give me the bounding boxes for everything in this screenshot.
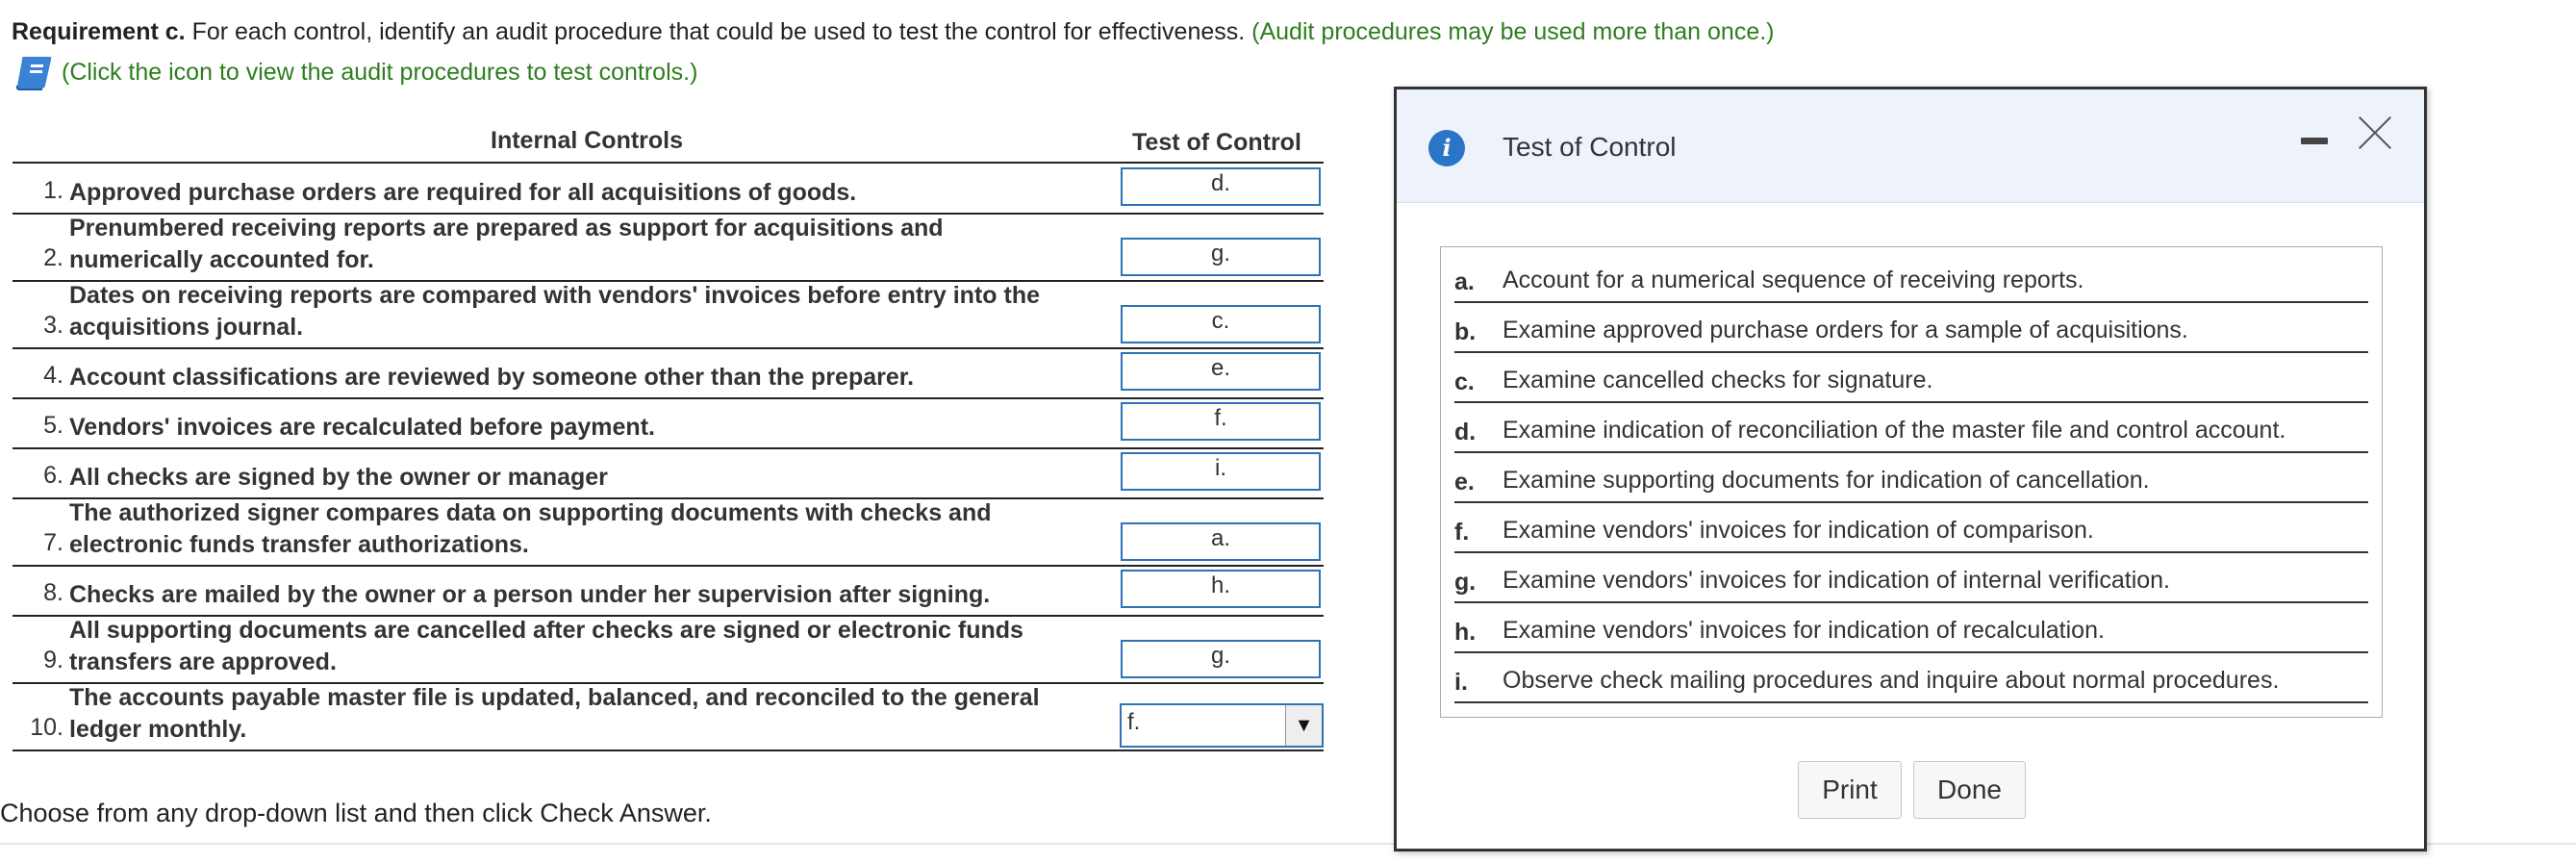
row-divider — [13, 750, 1324, 751]
row-number: 7. — [43, 529, 63, 556]
control-description-line: Dates on receiving reports are compared with vendors' invoices before entry into the — [69, 282, 1040, 309]
control-description — [69, 412, 1079, 444]
procedure-item — [1454, 453, 2368, 503]
procedure-text: Examine vendors' invoices for indication of comparison. — [1503, 517, 2094, 544]
procedure-text: Examine supporting documents for indication of cancellation. — [1503, 467, 2150, 494]
procedure-item — [1454, 603, 2368, 653]
control-description-line: Prenumbered receiving reports are prepared as support for acquisitions and — [69, 215, 944, 241]
requirement-label: Requirement c. — [12, 18, 186, 45]
minimize-icon[interactable] — [2301, 138, 2330, 172]
done-button[interactable]: Done — [1913, 761, 2026, 819]
control-description-line: Account classifications are reviewed by someone other than the preparer. — [69, 364, 915, 391]
procedure-letter: c. — [1454, 368, 1475, 395]
procedure-text: Examine vendors' invoices for indication of internal verification. — [1503, 567, 2171, 594]
procedure-item — [1454, 403, 2368, 453]
answer-dropdown[interactable]: e. — [1121, 352, 1321, 391]
row-divider — [13, 347, 1324, 349]
procedure-letter: f. — [1454, 519, 1470, 546]
row-number: 3. — [43, 312, 63, 339]
row-divider — [13, 447, 1324, 449]
answer-dropdown[interactable]: g. — [1121, 238, 1321, 276]
procedure-text: Examine approved purchase orders for a sample of acquisitions. — [1503, 317, 2188, 343]
procedure-item — [1454, 353, 2368, 403]
procedure-letter: b. — [1454, 318, 1477, 345]
answer-dropdown[interactable]: i. — [1121, 452, 1321, 491]
procedure-letter: a. — [1454, 268, 1475, 295]
control-description — [69, 579, 1079, 611]
info-icon: i — [1428, 130, 1465, 166]
row-number: 8. — [43, 579, 63, 606]
answer-dropdown[interactable] — [1120, 703, 1324, 748]
procedure-letter: g. — [1454, 569, 1477, 596]
footer-instruction: Choose from any drop-down list and then click Check Answer. — [0, 799, 712, 827]
control-description — [69, 213, 1079, 276]
answer-dropdown[interactable]: c. — [1121, 305, 1321, 343]
row-number: 4. — [43, 362, 63, 389]
control-description — [69, 462, 1079, 494]
control-description-line: All checks are signed by the owner or manager — [69, 464, 608, 491]
control-description-line: Vendors' invoices are recalculated before payment. — [69, 414, 655, 441]
requirement-text: For each control, identify an audit procedure that could be used to test the control for effectiveness. — [191, 18, 1246, 45]
row-divider — [13, 397, 1324, 399]
control-description-line: acquisitions journal. — [69, 314, 304, 341]
procedure-item — [1454, 653, 2368, 703]
procedure-letter: e. — [1454, 469, 1475, 496]
procedure-item — [1454, 553, 2368, 603]
procedure-text: Observe check mailing procedures and inquire about normal procedures. — [1503, 667, 2280, 694]
control-description-line: numerically accounted for. — [69, 246, 374, 273]
control-description-line: ledger monthly. — [69, 716, 247, 743]
control-description — [69, 615, 1079, 678]
control-description — [69, 177, 1079, 209]
procedure-letter: d. — [1454, 419, 1477, 445]
answer-dropdown[interactable]: a. — [1121, 522, 1321, 561]
control-description-line: The authorized signer compares data on supporting documents with checks and — [69, 499, 992, 526]
control-description-line: Checks are mailed by the owner or a person under her supervision after signing. — [69, 581, 991, 608]
control-description — [69, 497, 1079, 561]
dropdown-arrow-icon[interactable]: ▼ — [1285, 705, 1322, 746]
answer-dropdown[interactable]: g. — [1121, 640, 1321, 678]
control-description — [69, 682, 1079, 746]
procedure-text: Examine vendors' invoices for indication of recalculation. — [1503, 617, 2105, 644]
requirement-note: (Audit procedures may be used more than once.) — [1251, 18, 1775, 45]
control-description-line: electronic funds transfer authorizations. — [69, 531, 529, 558]
row-number: 6. — [43, 462, 63, 489]
procedures-list — [1440, 246, 2383, 718]
dialog-header — [1397, 89, 2424, 203]
answer-value: f. — [1127, 709, 1141, 735]
procedure-text: Account for a numerical sequence of receiving reports. — [1503, 267, 2084, 293]
answer-dropdown[interactable]: h. — [1121, 570, 1321, 608]
click-hint-line — [13, 53, 697, 91]
control-description-line: The accounts payable master file is updated, balanced, and reconciled to the general — [69, 684, 1040, 711]
requirement-line — [12, 15, 1775, 48]
answer-dropdown[interactable]: d. — [1121, 167, 1321, 206]
book-icon[interactable] — [13, 53, 56, 91]
row-number: 5. — [43, 412, 63, 439]
control-description — [69, 362, 1079, 394]
control-description-line: All supporting documents are cancelled after checks are signed or electronic funds — [69, 617, 1023, 644]
control-description — [69, 280, 1079, 343]
row-number: 1. — [43, 177, 63, 204]
close-icon[interactable] — [2357, 114, 2393, 151]
row-number: 2. — [43, 244, 63, 271]
column-header-internal-controls: Internal Controls — [491, 127, 684, 154]
control-description-line: transfers are approved. — [69, 648, 337, 675]
test-of-control-dialog — [1394, 87, 2427, 851]
print-button[interactable]: Print — [1798, 761, 1902, 819]
column-header-test-of-control: Test of Control — [1132, 129, 1301, 156]
answer-dropdown[interactable]: f. — [1121, 402, 1321, 441]
row-divider — [13, 565, 1324, 567]
procedure-letter: i. — [1454, 669, 1468, 696]
procedure-text: Examine cancelled checks for signature. — [1503, 367, 1933, 394]
header-divider — [13, 162, 1324, 164]
dialog-title: Test of Control — [1503, 132, 1677, 162]
control-description-line: Approved purchase orders are required for all acquisitions of goods. — [69, 179, 857, 206]
row-number: 10. — [30, 714, 63, 741]
procedure-text: Examine indication of reconciliation of the master file and control account. — [1503, 417, 2286, 444]
row-number: 9. — [43, 647, 63, 673]
procedure-item — [1454, 253, 2368, 303]
procedure-letter: h. — [1454, 619, 1477, 646]
click-hint-text: (Click the icon to view the audit procedures to test controls.) — [62, 59, 698, 86]
procedure-item — [1454, 503, 2368, 553]
procedure-item — [1454, 303, 2368, 353]
